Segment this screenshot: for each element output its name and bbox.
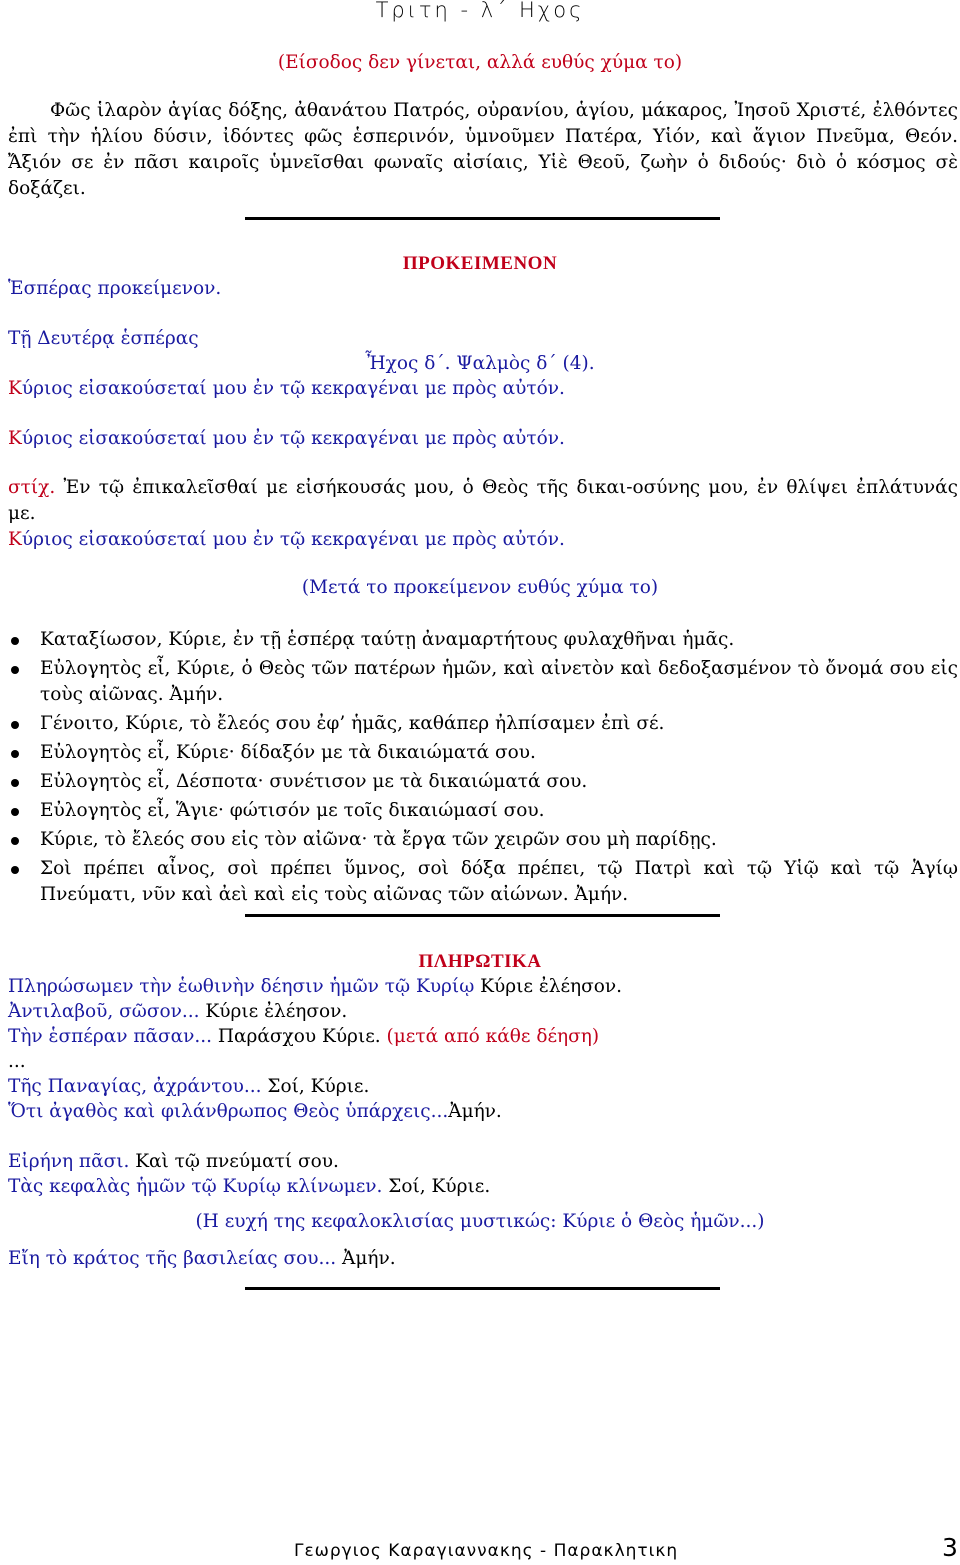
list-item: Εὐλογητὸς εἶ, Κύριε· δίδαξόν με τὰ δικαιώματά σου. [8,740,958,766]
ellipsis-line: ... [8,1051,26,1072]
list-item: Εὐλογητὸς εἶ, Δέσποτα· συνέτισον με τὰ δικαιώματά σου. [8,769,958,795]
list-item: Εὐλογητὸς εἶ, Κύριε, ὁ Θεὸς τῶν πατέρων ἡμῶν, καὶ αἰνετὸν καὶ δεδοξασμένον τὸ ὄνομά σου εἰς τοὺς αἰῶνας. Ἀμήν. [8,656,958,708]
bullet-icon [11,666,19,674]
plirotika-line: Ἀντιλαβοῦ, σῶσον... Κύριε ἐλέησον. [8,1001,348,1022]
prokeimenon-heading: ΠΡΟΚΕΙΜΕΝΟΝ [402,253,558,274]
plirotika-line: Πληρώσωμεν τὴν ἑωθινὴν δέησιν ἡμῶν τῷ Κυρίῳ Κύριε ἐλέησον. [8,976,623,997]
bullet-icon [11,808,19,816]
prokeimenon-verse-3 [8,527,565,553]
drop-initial: Κ [8,378,22,399]
page-number: 3 [942,1533,958,1562]
kefaloklisia-note: (Η ευχή της κεφαλοκλισίας μυστικώς: Κύριε ὁ Θεὸς ἡμῶν...) [195,1211,765,1232]
prokeimenon-verse-1 [8,376,565,402]
stich-label: στίχ. [8,477,56,498]
list-item: Σοὶ πρέπει αἶνος, σοὶ πρέπει ὕμνος, σοὶ δόξα πρέπει, τῷ Πατρὶ καὶ τῷ Υἱῷ καὶ τῷ Ἁγίῳ Πνεύματι, νῦν καὶ ἀεὶ καὶ εἰς τοὺς αἰῶνας τῶν αἰώνων. Ἀμήν. [8,856,958,908]
prokeimenon-tone: Ἦχος δ΄. Ψαλμὸς δ΄ (4). [365,353,595,374]
plirotika-line: Τὰς κεφαλὰς ἡμῶν τῷ Κυρίῳ κλίνωμεν. Σοί, Κύριε. [8,1176,491,1197]
list-item: Καταξίωσον, Κύριε, ἐν τῇ ἑσπέρᾳ ταύτῃ ἀναμαρτήτους φυλαχθῆναι ἡμᾶς. [8,627,958,653]
stich-verse [8,475,958,527]
page-header: Τριτη - λ΄ Ηχος [375,0,585,22]
bullet-icon [11,779,19,787]
plirotika-line: Εἰρήνη πᾶσι. Καὶ τῷ πνεύματί σου. [8,1151,339,1172]
section-divider [245,1287,720,1290]
prokeimenon-verse-2 [8,426,565,452]
stich-text: Ἐν τῷ ἐπικαλεῖσθαί με εἰσήκουσάς μου, ὁ Θεὸς τῆς δικαι-οσύνης μου, ἐν θλίψει ἐπλάτυνάς με. [8,477,958,524]
prokeimenon-day: Τῇ Δευτέρᾳ ἑσπέρας [8,328,199,349]
plirotika-line: Ὅτι ἀγαθὸς καὶ φιλάνθρωπος Θεὸς ὑπάρχεις...Ἀμήν. [8,1101,502,1122]
plirotika-line: Τὴν ἑσπέραν πᾶσαν... Παράσχου Κύριε. (μετά από κάθε δέηση) [8,1026,600,1047]
bullet-icon [11,637,19,645]
verse-text: ύριος εἰσακούσεταί μου ἐν τῷ κεκραγέναι με πρὸς αὐτόν. [21,529,565,550]
drop-initial: Κ [8,529,22,550]
plirotika-line: Εἴη τὸ κράτος τῆς βασιλείας σου... Ἀμήν. [8,1248,396,1269]
list-item: Κύριε, τὸ ἔλεός σου εἰς τὸν αἰῶνα· τὰ ἔργα τῶν χειρῶν σου μὴ παρίδῃς. [8,827,958,853]
section-divider [245,914,720,917]
prokeimenon-label: Ἑσπέρας προκείμενον. [8,278,222,299]
section-divider [245,217,720,220]
plirotika-line: Τῆς Παναγίας, ἀχράντου... Σοί, Κύριε. [8,1076,370,1097]
plirotika-heading: ΠΛΗΡΩΤΙΚΑ [418,951,542,972]
bullet-icon [11,837,19,845]
drop-initial: Κ [8,428,22,449]
bullet-icon [11,866,19,874]
phos-hilaron-hymn: Φῶς ἱλαρὸν ἁγίας δόξης, ἀθανάτου Πατρός, οὐρανίου, ἁγίου, μάκαρος, Ἰησοῦ Χριστέ, ἐλθόντες ἐπὶ τὴν ἡλίου δύσιν, ἰδόντες φῶς ἑσπερινόν, ὑμνοῦμεν Πατέρα, Υἱόν, καὶ ἅγιον Πνεῦμα, Θεόν. Ἄξιόν σε ἐν πᾶσι καιροῖς ὑμνεῖσθαι φωναῖς αἰσίαις, Υἱὲ Θεοῦ, ζωὴν ὁ διδούς· διὸ ὁ κόσμος σὲ δοξάζει. [8,100,958,199]
verse-text: ύριος εἰσακούσεταί μου ἐν τῷ κεκραγέναι με πρὸς αὐτόν. [21,428,565,449]
list-item: Εὐλογητὸς εἶ, Ἅγιε· φώτισόν με τοῖς δικαιώμασί σου. [8,798,958,824]
verse-text: ύριος εἰσακούσεταί μου ἐν τῷ κεκραγέναι με πρὸς αὐτόν. [21,378,565,399]
after-prokeimenon-note: (Μετά το προκείμενον ευθύς χύμα το) [301,577,659,598]
bullet-icon [11,721,19,729]
bullet-icon [11,750,19,758]
intro-note: (Είσοδος δεν γίνεται, αλλά ευθύς χύμα το) [277,52,683,73]
list-item: Γένοιτο, Κύριε, τὸ ἔλεός σου ἐφ’ ἡμᾶς, καθάπερ ἠλπίσαμεν ἐπὶ σέ. [8,711,958,737]
footer-text: Γεωργιος Καραγιαννακης - Παρακλητικη [294,1541,679,1561]
kataxioson-list [8,627,958,911]
